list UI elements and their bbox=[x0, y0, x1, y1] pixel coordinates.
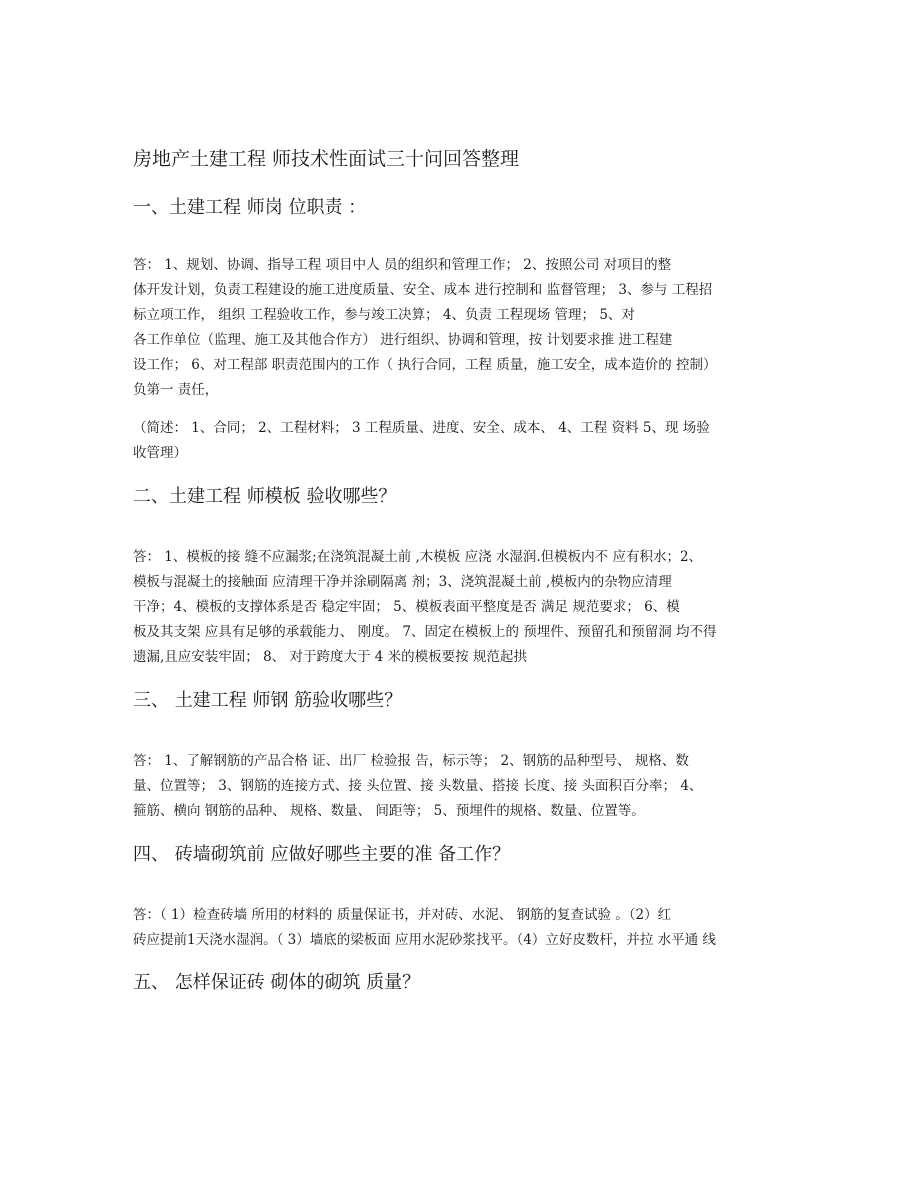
section-1-summary-line-2: 收管理） bbox=[133, 445, 187, 461]
section-2-line-1: 答： 1、模板的接 缝不应漏浆;在浇筑混凝土前 ,木模板 应浇 水湿润.但模板内不 应有积水；2、 bbox=[133, 549, 703, 565]
section-3-line-1: 答： 1、了解钢筋的产品合格 证、出厂 检验报 告，标示等； 2、钢筋的品种型号、 规格、数 bbox=[133, 753, 689, 769]
section-1-line-2: 体开发计划，负责工程建设的施工进度质量、安全、成本 进行控制和 监督管理； 3、参与 工程招 bbox=[133, 282, 713, 298]
section-1-line-4: 各工作单位（监理、施工及其他合作方） 进行组织、协调和管理，按 计划要求推 进工程建 bbox=[133, 332, 673, 348]
section-1-summary-line-1: （简述： 1、合同； 2、工程材料； 3 工程质量、进度、安全、成本、 4、工程 资料 5、现 场验 bbox=[133, 420, 710, 436]
section-1-line-1: 答： 1、规划、协调、指导工程 项目中人 员的组织和管理工作； 2、按照公司 对项目的整 bbox=[133, 257, 672, 273]
section-1-heading: 一、土建工程 师岗 位职责 ： bbox=[133, 197, 367, 218]
section-3-line-3: 箍筋、横向 钢筋的品种、 规格、数量、 间距等； 5、预埋件的规格、数量、位置等。 bbox=[133, 803, 645, 819]
section-1-line-3: 标立项工作， 组织 工程验收工作，参与竣工决算； 4、负责 工程现场 管理； 5、对 bbox=[133, 307, 635, 323]
section-3-heading: 三、 土建工程 师钢 筋验收哪些？ bbox=[133, 690, 403, 711]
section-2-line-2: 模板与混凝土的接触面 应清理干净并涂刷隔离 剂；3、浇筑混凝土前 ,模板内的杂物应清理 bbox=[133, 574, 672, 590]
section-2-line-4: 板及其支架 应具有足够的承载能力、 刚度。 7、固定在模板上的 预埋件、预留孔和预留洞 均不得 bbox=[133, 624, 717, 640]
section-2-line-5: 遗漏,且应安装牢固； 8、 对于跨度大于 4 米的模板要按 规范起拱 bbox=[133, 649, 527, 665]
section-5-heading: 五、 怎样保证砖 砌体的砌筑 质量？ bbox=[133, 972, 421, 993]
document-title: 房地产土建工程 师技术性面试三十问回答整理 bbox=[133, 148, 520, 170]
section-2-line-3: 干净；4、模板的支撑体系是否 稳定牢固； 5、模板表面平整度是否 满足 规范要求； 6、模 bbox=[133, 599, 680, 615]
section-2-heading: 二、土建工程 师模板 验收哪些？ bbox=[133, 486, 397, 507]
section-4-line-2: 砖应提前1天浇水湿润。（ 3）墙底的梁板面 应用水泥砂浆找平。（4）立好皮数杆，并拉 水平通 线 bbox=[133, 932, 716, 948]
section-4-heading: 四、 砖墙砌筑前 应做好哪些主要的准 备工作？ bbox=[133, 844, 511, 865]
section-1-line-6: 负第一 责任， bbox=[133, 382, 219, 398]
section-4-line-1: 答：（ 1）检查砖墙 所用的材料的 质量保证书，并对砖、水泥、 钢筋的复查试验 。（2）红 bbox=[133, 907, 672, 923]
section-1-line-5: 设工作； 6、对工程部 职责范围内的工作（ 执行合同，工程 质量，施工安全，成本造价的 控制） bbox=[133, 357, 717, 373]
section-3-line-2: 量、位置等； 3、钢筋的连接方式、接 头位置、接 头数量、搭接 长度、接 头面积百分率； 4、 bbox=[133, 778, 703, 794]
